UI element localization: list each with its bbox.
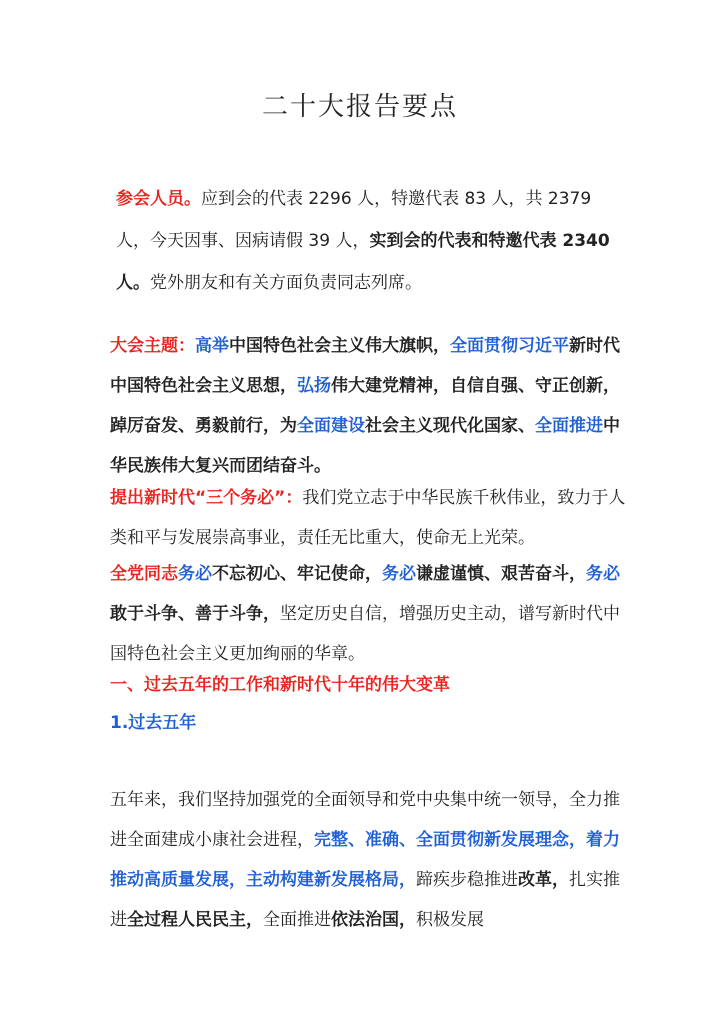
party-key-3: 务必 (586, 564, 620, 584)
attendance-paragraph (116, 178, 616, 304)
page-title: 二十大报告要点 (261, 92, 458, 122)
theme-text-3: 伟大建党精神，自信自强、守正创新，踔厉奋发、勇毅前行，为 (110, 376, 620, 436)
attendance-label: 参会人员。 (116, 189, 201, 209)
theme-key-4: 全面建设 (297, 416, 365, 436)
party-text-1: 不忘初心、牢记使命， (212, 564, 382, 584)
attendance-bold: 实到会的代表和特邀代表 2340 人。 (116, 231, 610, 293)
theme-label: 大会主题： (110, 336, 195, 356)
party-key-1: 务必 (178, 564, 212, 584)
five-years-text-5: 积极发展 (416, 910, 484, 930)
attendance-text: 应到会的代表 2296 人，特邀代表 83 人，共 2379 人，今天因事、因病请假 39 人， (116, 189, 592, 251)
party-label: 全党同志 (110, 564, 178, 584)
five-years-text-2: 蹄疾步稳推进 (416, 870, 518, 890)
theme-key-2: 全面贯彻习近平 (450, 336, 569, 356)
five-years-bold-1: 改革， (518, 870, 569, 890)
party-text: 坚定历史自信，增强历史主动，谱写新时代中国特色社会主义更加绚丽的华章。 (110, 604, 620, 664)
party-key-2: 务必 (382, 564, 416, 584)
five-years-text-3: 扎实推进 (110, 870, 620, 930)
party-text-3: 敢于斗争、善于斗争， (110, 604, 280, 624)
theme-text-1: 中国特色社会主义伟大旗帜， (229, 336, 450, 356)
five-years-text-1: 五年来，我们坚持加强党的全面领导和党中央集中统一领导，全力推进全面建成小康社会进程， (110, 790, 620, 850)
section-heading: 一、过去五年的工作和新时代十年的伟大变革 (110, 675, 450, 695)
five-years-bold-2: 全过程人民民主， (127, 910, 263, 930)
three-musts-paragraph (110, 478, 630, 558)
five-years-paragraph (110, 780, 630, 940)
five-years-text-4: 全面推进 (263, 910, 331, 930)
theme-text-5: 中华民族伟大复兴而团结奋斗。 (110, 416, 620, 476)
three-musts-label: 提出新时代“三个务必”： (110, 488, 303, 508)
subsection-heading: 1.过去五年 (110, 713, 197, 733)
party-text-2: 谦虚谨慎、艰苦奋斗， (416, 564, 586, 584)
theme-text-2: 新时代中国特色社会主义思想， (110, 336, 620, 396)
theme-key-3: 弘扬 (297, 376, 331, 396)
theme-key-1: 高举 (195, 336, 229, 356)
theme-text-4: 社会主义现代化国家、 (365, 416, 535, 436)
party-paragraph (110, 554, 630, 674)
theme-key-5: 全面推进 (535, 416, 603, 436)
five-years-key: 完整、准确、全面贯彻新发展理念，着力推动高质量发展，主动构建新发展格局， (110, 830, 620, 890)
three-musts-text: 我们党立志于中华民族千秋伟业，致力于人类和平与发展崇高事业，责任无比重大，使命无上光荣。 (110, 488, 626, 548)
attendance-text-2: 党外朋友和有关方面负责同志列席。 (150, 273, 422, 293)
theme-paragraph (110, 326, 630, 486)
five-years-bold-3: 依法治国， (331, 910, 416, 930)
